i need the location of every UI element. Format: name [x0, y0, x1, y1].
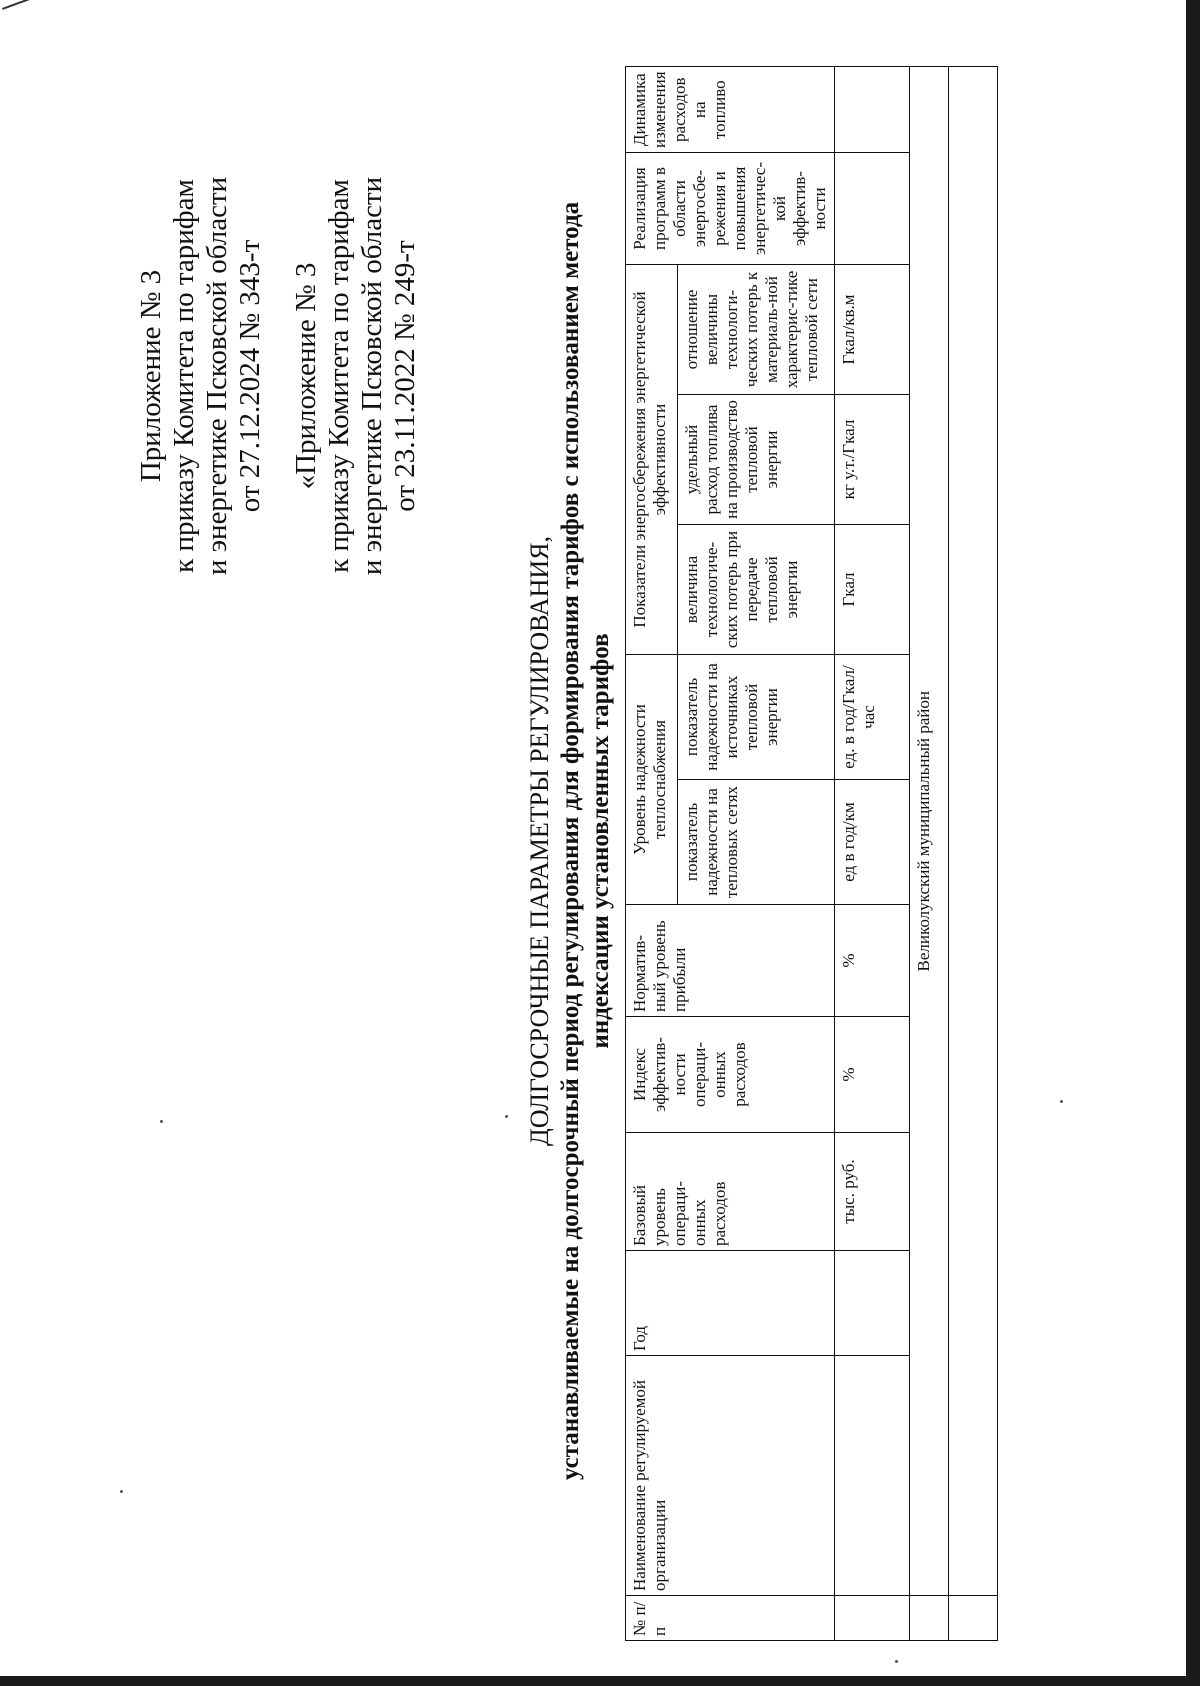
unit-base-level: тыс. руб. [835, 1133, 910, 1251]
header-fuel-dynamics: Динамика изменения расходов на топливо [626, 67, 835, 153]
unit-fuel-dynamics [835, 67, 910, 153]
parameters-table [625, 66, 998, 1641]
header-programs: Реализация программ в области энергосбе-режения и повышения энергетичес-кой эффектив-ности [626, 153, 835, 265]
unit-reliability-sources: ед. в год/Гкал/час [835, 655, 910, 780]
header-reliability-sources: показатель надежности на источниках тепловой энергии [677, 655, 834, 780]
region-name: Великолукский муниципальный район [910, 67, 949, 1596]
appendix-current-line4: от 27.12.2024 № 343-т [234, 239, 266, 513]
unit-losses-ratio: Гкал/кв.м [835, 265, 910, 395]
appendix-current-line1: Приложение № 3 [135, 269, 167, 483]
document-subtitle-continued: индексации установленных тарифов [587, 633, 614, 1049]
header-efficiency-index: Индекс эффектив-ности операци-онных расходов [626, 1017, 835, 1133]
header-organization: Наименование регулируемой организации [626, 1356, 835, 1596]
appendix-previous-line3: и энергетике Псковской области [356, 176, 388, 576]
unit-programs [835, 153, 910, 265]
empty-cell [949, 67, 998, 1596]
unit-num [835, 1596, 910, 1641]
header-specific-fuel: удельный расход топлива на производство тепловой энергии [677, 395, 834, 525]
appendix-current-line2: к приказу Комитета по тарифам [168, 179, 200, 573]
header-losses-ratio: отношение величины технологи-ческих потерь к материаль-ной характерис-тике тепловой сети [677, 265, 834, 395]
header-num: № п/п [626, 1596, 835, 1641]
unit-reliability-networks: ед в год/км [835, 780, 910, 905]
header-losses-value: величина технологиче-ских потерь при передаче тепловой энергии [677, 525, 834, 655]
header-reliability-group: Уровень надежности теплоснабжения [626, 655, 678, 905]
unit-year [835, 1251, 910, 1356]
header-normative-profit: Норматив-ный уровень прибыли [626, 905, 835, 1017]
header-energy-group: Показатели энергосбережения энергетической эффективности [626, 265, 678, 655]
unit-specific-fuel: кг у.т./Гкал [835, 395, 910, 525]
unit-losses-value: Гкал [835, 525, 910, 655]
unit-efficiency-index: % [835, 1017, 910, 1133]
appendix-current-header [135, 156, 267, 596]
appendix-previous-header [290, 156, 422, 596]
document-title: ДОЛГОСРОЧНЫЕ ПАРАМЕТРЫ РЕГУЛИРОВАНИЯ, [525, 536, 554, 1146]
header-reliability-networks: показатель надежности на тепловых сетях [677, 780, 834, 905]
empty-cell [949, 1596, 998, 1641]
appendix-previous-line1: «Приложение № 3 [290, 262, 322, 490]
appendix-previous-line4: от 23.11.2022 № 249-т [389, 240, 421, 512]
header-base-level: Базовый уровень операци-онных расходов [626, 1133, 835, 1251]
table-region-row [910, 67, 949, 1641]
document-subtitle: устанавливаемые на долгосрочный период регулирования для формирования тарифов с использованием метода [557, 201, 584, 1481]
appendix-current-line3: и энергетике Псковской области [201, 176, 233, 576]
region-num-cell [910, 1596, 949, 1641]
header-year: Год [626, 1251, 835, 1356]
table-units-row [835, 67, 910, 1641]
appendix-previous-line2: к приказу Комитета по тарифам [323, 179, 355, 573]
table-empty-row [949, 67, 998, 1641]
unit-normative-profit: % [835, 905, 910, 1017]
unit-organization [835, 1356, 910, 1596]
table-header-row-1 [626, 67, 678, 1641]
